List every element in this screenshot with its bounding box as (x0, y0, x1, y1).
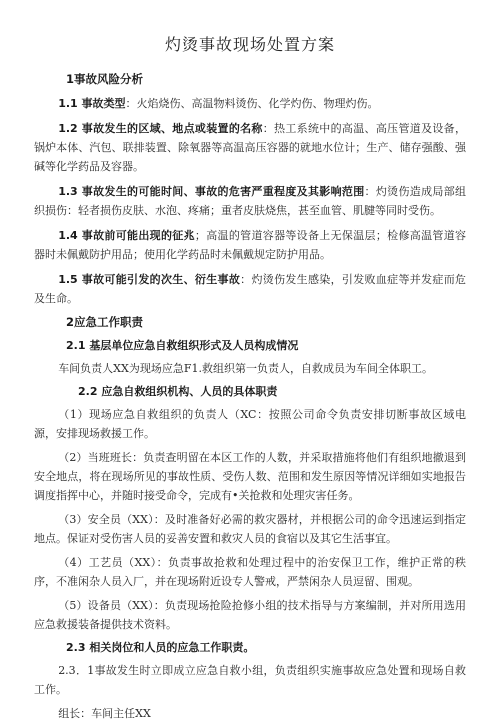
subheading-2-3: 2.3 相关岗位和人员的应急工作职责。 (66, 641, 255, 654)
duty-item-3: （3）安全员（XX）：及时准备好必需的救灾器材，并根据公司的命令迅速运到指定地点。保证对受伤害人员的妥善安置和救灾人员的食宿以及其它生活事宜。 (34, 513, 466, 545)
section-heading-emergency-duties: 2应急工作职责 (66, 315, 144, 329)
document-title: 灼烫事故现场处置方案 (164, 35, 335, 54)
duty-item-2: （2）当班班长：负责查明留在本区工作的人数，并采取措施将他们有组织地撤退到安全地点，将在现场所见的事故性质、受伤人数、范围和发生原因等情况详细如实地报告调度指挥中心，并随时接受命令，完成有•关抢救和处理灾害任务。 (34, 451, 466, 502)
text-1-2: ：热工系统中的高温、高压管道及设备，锅炉本体、汽包、联排装置、除氧器等高温高压容器的就地水位计；生产、储存强酸、强碱等化学药品及容器。 (34, 122, 466, 173)
paragraph-2-1: 车间负责人XX为现场应急F1.救组织第一负责人，自救成员为车间全体职工。 (58, 362, 433, 375)
text-1-1: ：火焰烧伤、高温物料烫伤、化学灼伤、物理灼伤。 (125, 97, 379, 110)
duty-item-5: （5）设备员（XX）：负责现场抢险抢修小组的技术指导与方案编制，并对所用选用应急救援装备提供技术资料。 (34, 599, 466, 631)
group-leader-line: 组长：车间主任XX (58, 707, 151, 720)
lead-1-2: 1.2 事故发生的区域、地点或装置的名称 (58, 122, 263, 135)
duty-item-4: （4）工艺员（XX）：负责事故抢救和处理过程中的治安保卫工作，维护正常的秩序，不准闲杂人员入厂，并在现场附近设专人警戒，严禁闲杂人员逗留、围观。 (34, 556, 466, 588)
lead-1-5: 1.5 事故可能引发的次生、衍生事故 (58, 273, 241, 286)
paragraph-1-2 (34, 119, 466, 176)
lead-1-1: 1.1 事故类型 (58, 97, 126, 110)
lead-1-4: 1.4 事故前可能出现的征兆 (58, 229, 195, 242)
text-1-4: ；高温的管道容器等设备上无保温层；检修高温管道容器时未佩戴防护用品；使用化学药品时未佩戴规定防护用品。 (34, 229, 466, 261)
text-1-5: ：灼烫伤发生感染，引发败血症等并发症而危及生命。 (34, 273, 466, 305)
subheading-2-2: 2.2 应急自救组织机构、人员的具体职责 (78, 385, 278, 398)
lead-1-3: 1.3 事故发生的可能时间、事故的危害严重程度及其影响范围 (58, 185, 365, 198)
text-1-3: ：灼烫伤造成局部组织损伤：轻者损伤皮肤、水泡、疼痛；重者皮肤烧焦，甚至血管、肌腱等同时受伤。 (34, 185, 466, 217)
paragraph-1-5 (34, 270, 466, 308)
duty-item-1: （1）现场应急自救组织的负责人（XC：按照公司命令负责安排切断事故区域电源，安排现场救援工作。 (34, 408, 466, 440)
paragraph-1-1 (34, 94, 466, 113)
subheading-2-1: 2.1 基层单位应急自救组织形式及人员构成情况 (66, 339, 299, 352)
section-heading-risk-analysis: 1事故风险分析 (66, 72, 144, 86)
paragraph-1-4 (34, 226, 466, 264)
paragraph-1-3 (34, 182, 466, 220)
paragraph-2-3-1: 2.3．1事故发生时立即成立应急自救小组，负责组织实施事故应急处置和现场自救工作。 (34, 664, 466, 696)
